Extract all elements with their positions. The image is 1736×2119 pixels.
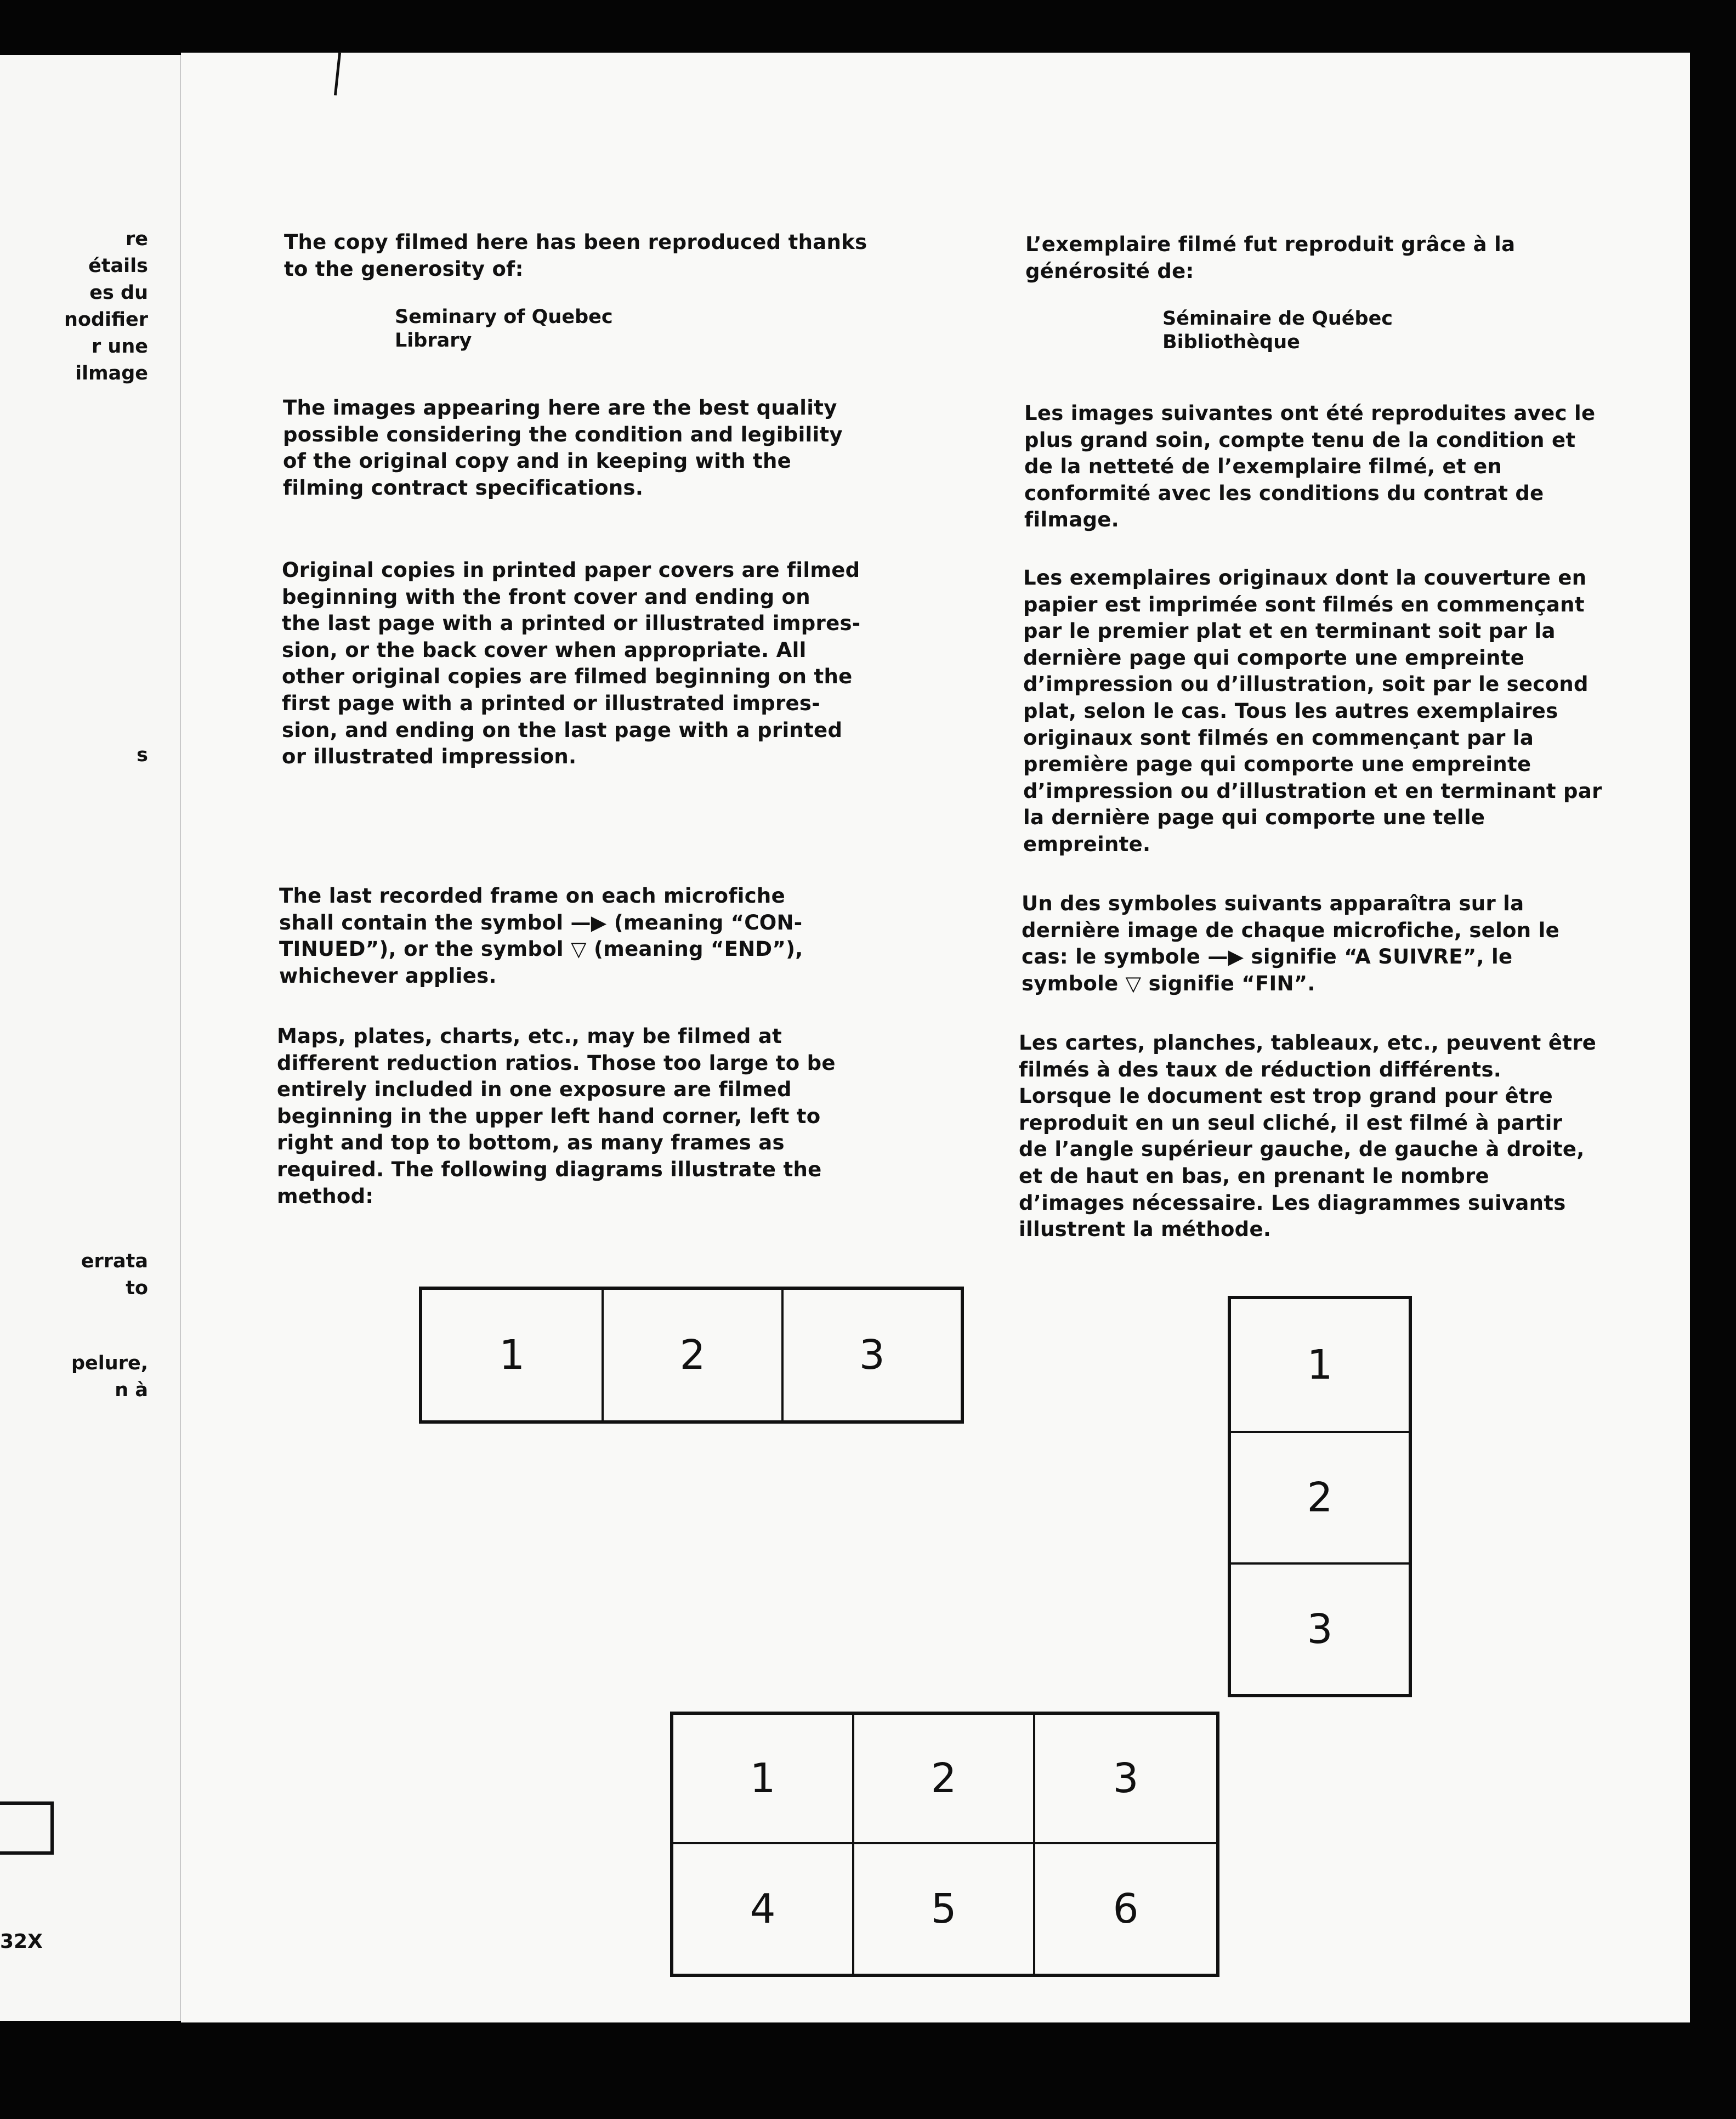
fr-maps-paragraph	[1019, 1030, 1596, 1243]
diagram-grid-frames	[670, 1712, 1219, 1977]
en-symbols-paragraph	[279, 883, 803, 989]
text-line: required. The following diagrams illustrate the	[277, 1157, 822, 1181]
diagram-vertical-frames	[1228, 1296, 1412, 1697]
text-line: The last recorded frame on each microfiche	[279, 884, 785, 908]
reduction-label: 32X	[0, 1930, 43, 1953]
text-line: or illustrated impression.	[282, 745, 577, 769]
text-line: illustrent la méthode.	[1019, 1217, 1272, 1242]
fr-quality-paragraph	[1024, 400, 1595, 534]
frame-number: 4	[673, 1844, 854, 1974]
text-line: d’impression ou d’illustration et en terminant par	[1023, 779, 1602, 803]
text-line: the last page with a printed or illustrated impres-	[282, 611, 861, 636]
adjacent-text-fragment: étails	[88, 255, 148, 277]
en-credit-intro	[284, 229, 867, 282]
text-line: empreinte.	[1023, 832, 1151, 856]
text-line: Les images suivantes ont été reproduites avec le	[1024, 401, 1596, 425]
text-line: filmage.	[1024, 508, 1120, 532]
adjacent-page-box	[0, 1801, 54, 1855]
text-line: de l’angle supérieur gauche, de gauche à droite,	[1019, 1137, 1585, 1162]
text-line: Library	[395, 330, 472, 352]
text-line: to the generosity of:	[284, 257, 524, 281]
text-line: Lorsque le document est trop grand pour être	[1019, 1084, 1553, 1108]
text-line: de la netteté de l’exemplaire filmé, et en	[1024, 455, 1502, 479]
adjacent-text-fragment: pelure,	[71, 1352, 148, 1374]
adjacent-text-fragment: es du	[89, 282, 148, 304]
text-line: beginning with the front cover and ending on	[282, 585, 810, 609]
text-line: et de haut en bas, en prenant le nombre	[1019, 1164, 1489, 1188]
text-line: dernière image de chaque microfiche, selon le	[1022, 918, 1559, 942]
text-line: shall contain the symbol —▶ (meaning “CON-	[279, 910, 803, 934]
text-line: Seminary of Quebec	[395, 306, 613, 328]
text-line: papier est imprimée sont filmés en commençant	[1023, 592, 1585, 616]
text-line: method:	[277, 1184, 374, 1208]
text-line: d’images nécessaire. Les diagrammes suivants	[1019, 1191, 1566, 1215]
text-line: conformité avec les conditions du contrat de	[1024, 481, 1544, 505]
text-line: possible considering the condition and legibility	[283, 422, 843, 446]
text-line: whichever applies.	[279, 964, 497, 988]
text-line: right and top to bottom, as many frames as	[277, 1131, 785, 1155]
frame-number: 1	[673, 1715, 854, 1844]
text-line: d’impression ou d’illustration, soit par le second	[1023, 672, 1589, 696]
text-line: plus grand soin, compte tenu de la condition et	[1024, 428, 1576, 452]
text-line: L’exemplaire filmé fut reproduit grâce à la	[1025, 233, 1516, 256]
text-line: filming contract specifications.	[283, 475, 644, 500]
fr-symbols-paragraph	[1022, 891, 1559, 997]
frame-number: 2	[1231, 1431, 1409, 1562]
text-line: sion, and ending on the last page with a printed	[282, 718, 843, 742]
text-line: filmés à des taux de réduction différents.	[1019, 1057, 1502, 1081]
adjacent-text-fragment: to	[126, 1277, 148, 1299]
frame-number: 5	[854, 1844, 1035, 1974]
frame-number: 1	[499, 1332, 525, 1379]
text-line: TINUED”), or the symbol ▽ (meaning “END”),	[279, 937, 803, 961]
adjacent-text-fragment: n à	[115, 1379, 148, 1401]
page-mark	[334, 53, 341, 95]
text-line: Original copies in printed paper covers are filmed	[282, 558, 860, 582]
frame-number: 3	[781, 1290, 961, 1420]
text-line: Un des symboles suivants apparaîtra sur la	[1022, 892, 1524, 915]
text-line: beginning in the upper left hand corner, left to	[277, 1104, 821, 1128]
text-line: dernière page qui comporte une empreinte	[1023, 645, 1525, 670]
en-institution	[395, 305, 613, 353]
en-quality-paragraph	[283, 395, 843, 501]
text-line: par le premier plat et en terminant soit par la	[1023, 619, 1556, 643]
fr-credit-intro	[1025, 231, 1515, 285]
text-line: of the original copy and in keeping with the	[283, 449, 791, 473]
en-maps-paragraph	[277, 1023, 836, 1210]
text-line: première page qui comporte une empreinte	[1023, 752, 1531, 777]
adjacent-text-fragment: ilmage	[75, 362, 148, 384]
text-line: reproduit en un seul cliché, il est filmé à partir	[1019, 1111, 1563, 1135]
frame-number: 3	[1035, 1715, 1216, 1844]
text-line: first page with a printed or illustrated impres-	[282, 691, 820, 715]
text-line: Bibliothèque	[1162, 331, 1300, 353]
text-line: originaux sont filmés en commençant par la	[1023, 726, 1534, 750]
adjacent-text-fragment: errata	[81, 1250, 148, 1272]
text-line: Maps, plates, charts, etc., may be filmed at	[277, 1024, 782, 1048]
diagram-horizontal-frames	[419, 1287, 964, 1424]
target-page	[181, 53, 1690, 2022]
en-covers-paragraph	[282, 557, 860, 770]
text-line: different reduction ratios. Those too large to be	[277, 1051, 836, 1075]
text-line: Les exemplaires originaux dont la couverture en	[1023, 566, 1587, 590]
adjacent-text-fragment: nodifier	[64, 309, 148, 331]
adjacent-page-fragment	[0, 55, 181, 2021]
text-line: Séminaire de Québec	[1162, 308, 1393, 330]
text-line: Les cartes, planches, tableaux, etc., peuvent être	[1019, 1031, 1597, 1055]
frame-number: 6	[1113, 1885, 1139, 1933]
frame-number: 2	[602, 1290, 781, 1420]
adjacent-text-fragment: re	[126, 228, 148, 250]
text-line: la dernière page qui comporte une telle	[1023, 806, 1485, 830]
text-line: cas: le symbole —▶ signifie “A SUIVRE”, le	[1022, 945, 1513, 969]
text-line: other original copies are filmed beginning on the	[282, 665, 853, 689]
text-line: entirely included in one exposure are filmed	[277, 1078, 792, 1102]
fr-covers-paragraph	[1023, 565, 1602, 858]
text-line: The copy filmed here has been reproduced thanks	[284, 230, 867, 254]
adjacent-text-fragment: r une	[91, 336, 148, 358]
text-line: symbole ▽ signifie “FIN”.	[1022, 971, 1315, 995]
frame-number: 1	[1307, 1341, 1333, 1389]
text-line: plat, selon le cas. Tous les autres exemplaires	[1023, 699, 1558, 723]
text-line: The images appearing here are the best quality	[283, 396, 837, 420]
frame-number: 3	[1231, 1562, 1409, 1694]
text-line: sion, or the back cover when appropriate. All	[282, 638, 807, 662]
fr-institution	[1162, 307, 1393, 354]
adjacent-text-fragment: s	[137, 744, 148, 766]
frame-number: 2	[854, 1715, 1035, 1844]
text-line: générosité de:	[1025, 259, 1194, 283]
